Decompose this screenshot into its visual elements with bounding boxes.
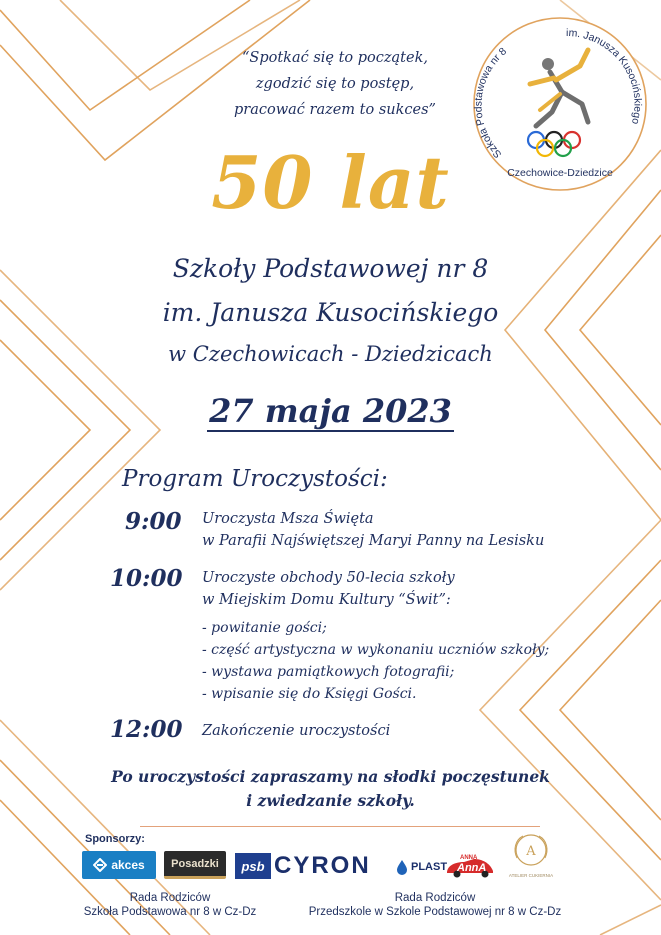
motto-line-2: zgodzić się to postęp, xyxy=(255,76,415,92)
plast-logo-text: PLAST xyxy=(411,861,448,873)
plast-drop-icon xyxy=(395,859,409,875)
footer-left-line-1: Rada Rodziców xyxy=(129,892,211,904)
anna-logo-text: AnnA xyxy=(457,862,487,874)
program-desc-3 xyxy=(202,720,390,742)
program-bullet-3: - wystawa pamiątkowych fotografii; xyxy=(202,664,455,680)
sponsors-label: Sponsorzy: xyxy=(85,833,145,845)
event-date-text: 27 maja 2023 xyxy=(209,392,452,430)
program-desc-1 xyxy=(202,508,544,552)
program-time-2: 10:00 xyxy=(110,565,183,592)
anniversary-heading: 50 lat xyxy=(211,140,450,225)
posadzki-logo-text: Posadzki xyxy=(171,857,219,870)
seal-arc-left-text: Szkoła Podstawowa nr 8 xyxy=(472,45,509,161)
program-desc-2-line-1: Uroczyste obchody 50-lecia szkoły xyxy=(202,570,455,586)
program-desc-2-line-2: w Miejskim Domu Kultury “Świt”: xyxy=(202,592,451,608)
seal-bottom-text: Czechowice-Dziedzice xyxy=(507,167,613,179)
program-time-3: 12:00 xyxy=(110,716,183,743)
footer-left-line-2: Szkoła Podstawowa nr 8 w Cz-Dz xyxy=(83,906,257,918)
program-bullet-1: - powitanie gości; xyxy=(202,620,327,636)
program-desc-2 xyxy=(202,567,455,611)
sponsor-logo-psb xyxy=(235,853,271,879)
motto-line-3: pracować razem to sukces” xyxy=(234,102,436,118)
invitation-text xyxy=(0,765,661,813)
school-name-line-1: Szkoły Podstawowej nr 8 xyxy=(172,254,489,283)
sponsor-logo-atelier xyxy=(503,828,559,888)
atelier-logo-text: ATELIER CUKIERNIA xyxy=(508,873,554,878)
school-name-line-3: w Czechowicach - Dziedzicach xyxy=(168,342,493,366)
program-title: Program Uroczystości: xyxy=(122,466,388,492)
invitation-line-1: Po uroczystości zapraszamy na słodki poczęstunek xyxy=(111,767,550,786)
sponsors-divider xyxy=(140,826,540,827)
footer-left-credit xyxy=(70,891,270,919)
sponsor-logo-akces xyxy=(82,851,156,879)
akces-mark-icon xyxy=(93,858,107,872)
footer-right-credit xyxy=(290,891,580,919)
seal-arc-right-text: im. Janusza Kusocińskiego xyxy=(565,26,644,126)
footer-right-line-2: Przedszkole w Szkole Podstawowej nr 8 w Cz-Dz xyxy=(308,906,562,918)
cyron-logo-text: CYRON xyxy=(274,852,371,879)
akces-logo-text: akces xyxy=(111,858,145,872)
program-bullet-4: - wpisanie się do Księgi Gości. xyxy=(202,686,417,702)
atelier-wreath-icon xyxy=(503,828,559,874)
school-name-block xyxy=(0,247,661,373)
sponsor-logo-posadzki xyxy=(164,851,226,879)
anna-small-text: ANNA xyxy=(460,855,478,861)
program-desc-1-line-2: w Parafii Najświętszej Maryi Panny na Lesisku xyxy=(202,533,545,549)
program-desc-1-line-1: Uroczysta Msza Święta xyxy=(202,511,374,527)
program-bullet-list xyxy=(202,617,549,705)
program-desc-3-line-1: Zakończenie uroczystości xyxy=(202,723,391,739)
program-time-1: 9:00 xyxy=(125,508,182,535)
psb-logo-text: psb xyxy=(241,858,265,874)
school-name-line-2: im. Janusza Kusocińskiego xyxy=(162,298,499,327)
sponsor-logo-cyron xyxy=(274,852,371,880)
svg-text:A: A xyxy=(526,844,536,859)
footer-right-line-1: Rada Rodziców xyxy=(394,892,476,904)
invitation-line-2: i zwiedzanie szkoły. xyxy=(246,791,415,810)
sponsor-logo-anna xyxy=(444,853,496,879)
program-bullet-2: - część artystyczna w wykonaniu uczniów szkoły; xyxy=(202,642,550,658)
event-date xyxy=(0,386,661,436)
motto-line-1: “Spotkać się to początek, xyxy=(241,50,428,66)
sponsor-logo-plast xyxy=(395,856,447,878)
motto-quote xyxy=(200,45,470,123)
